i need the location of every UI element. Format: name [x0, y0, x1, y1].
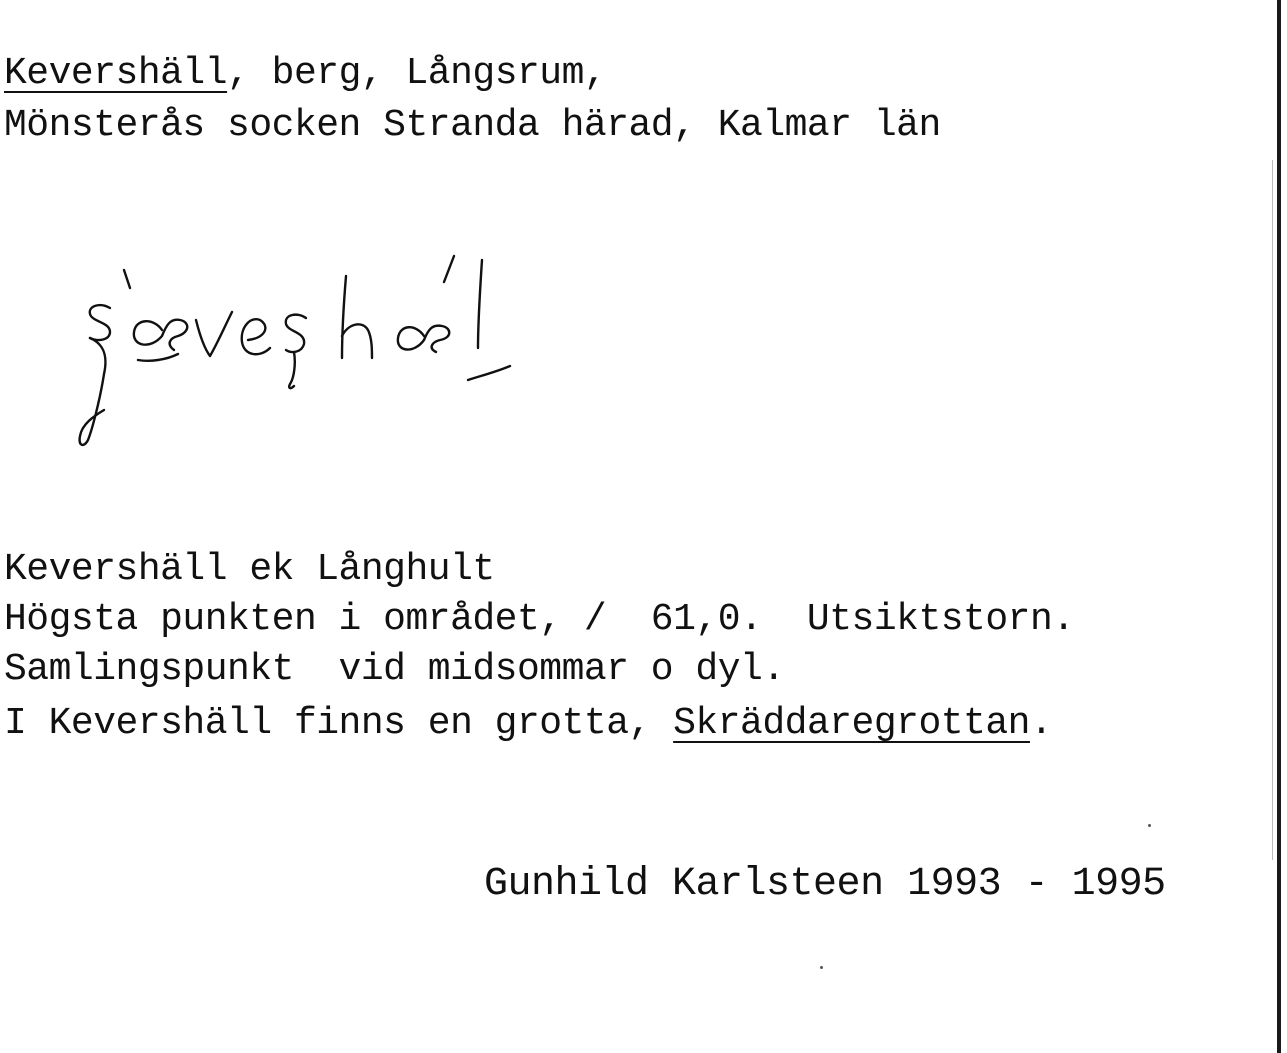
heading-rest: , berg, Långsrum,: [227, 52, 607, 95]
scan-edge-shadow: [1272, 160, 1273, 860]
body-line-2: Högsta punkten i området, / 61,0. Utsiktstorn.: [4, 598, 1075, 641]
body-line-4-end: .: [1029, 702, 1053, 745]
handwritten-phonetic: [70, 240, 540, 460]
scan-speck: [1148, 824, 1151, 827]
place-name: Kevershäll: [4, 52, 228, 95]
scan-speck: [820, 966, 823, 969]
card-heading: [4, 52, 606, 96]
scan-edge: [1277, 0, 1281, 1053]
body-line-1: Kevershäll ek Långhult: [4, 548, 495, 591]
signature: Gunhild Karlsteen 1993 - 1995: [484, 862, 1166, 907]
body-line-4: [4, 702, 1052, 746]
cave-name: Skräddaregrottan: [673, 702, 1030, 745]
body-line-4-start: I Kevershäll finns en grotta,: [4, 702, 674, 745]
location-line: Mönsterås socken Stranda härad, Kalmar län: [4, 104, 941, 147]
body-line-3: Samlingspunkt vid midsommar o dyl.: [4, 648, 785, 691]
